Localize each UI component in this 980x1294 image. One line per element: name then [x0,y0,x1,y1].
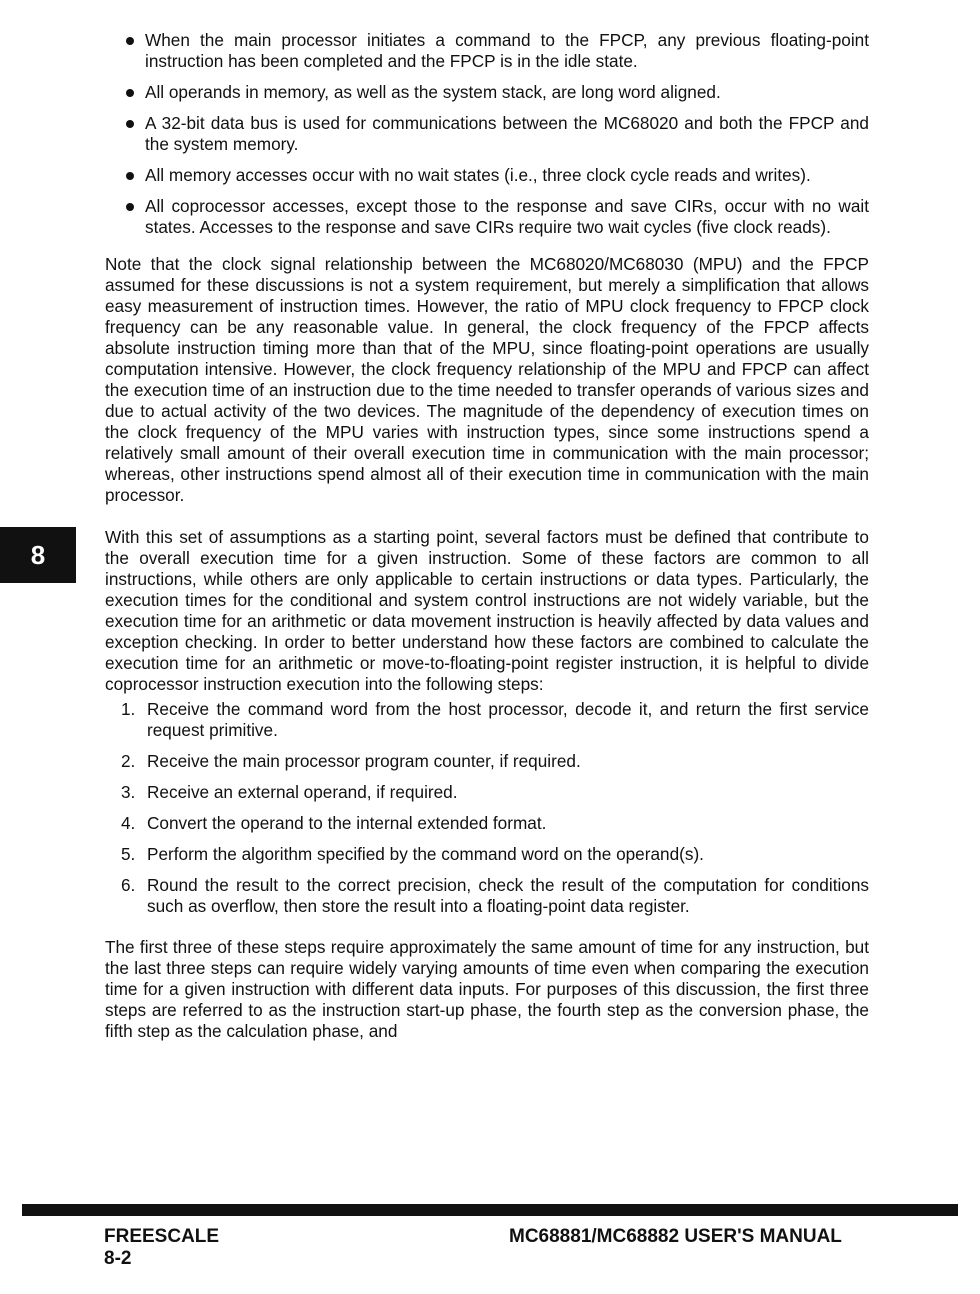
section-tab: 8 [0,527,76,583]
list-item-text: All memory accesses occur with no wait states (i.e., three clock cycle reads and writes). [145,165,811,185]
paragraph-clock-note: Note that the clock signal relationship between the MC68020/MC68030 (MPU) and the FPCP assumed for these discussions is not a system requirement, but merely a simplification that allows easy measurement of instruction times. However, the ratio of MPU clock frequency to FPCP clock frequency can be any reasonable value. In general, the clock frequency of the FPCP affects absolute instruction timing more than that of the MPU, since floating-point operations are usually computation intensive. However, the clock frequency relationship of the MPU and FPCP can affect the execution time of an instruction due to the time needed to transfer operands of various sizes and due to actual activity of the two devices. The magnitude of the dependency of execution times on the clock frequency of the MPU varies with instruction types, since some instructions spend a relatively small amount of their overall execution time in communication with the main processor; whereas, other instructions spend almost all of their execution time in communication with the main processor. [105,254,869,505]
page-number: 8-2 [104,1248,132,1269]
step-text: Perform the algorithm specified by the command word on the operand(s). [147,844,704,864]
step-item [105,782,869,803]
step-item [105,875,869,917]
step-text: Receive the command word from the host processor, decode it, and return the first service request primitive. [147,699,869,740]
paragraph-phases: The first three of these steps require approximately the same amount of time for any instruction, but the last three steps can require widely varying amounts of time even when comparing the execution time for a given instruction with different data inputs. For purposes of this discussion, the first three steps are referred to as the instruction start-up phase, the fourth step as the conversion phase, the fifth step as the calculation phase, and [105,937,869,1041]
execution-steps-list [105,699,869,917]
step-number: 3. [121,782,136,802]
list-item [105,30,869,72]
footer-brand [104,1226,219,1270]
paragraph-assumptions: With this set of assumptions as a starting point, several factors must be defined that contribute to the overall execution time for a given instruction. Some of these factors are common to all instructions, while others are only applicable to certain instructions or data types. Particularly, the execution times for the conditional and system control instructions are not widely variable, but the execution time for an arithmetic or data movement instruction is heavily affected by data values and exception checking. In order to better understand how these factors are combined to calculate the execution time for an arithmetic or move-to-floating-point register instruction, it is helpful to divide coprocessor instruction execution into the following steps: [105,527,869,694]
step-number: 4. [121,813,136,833]
list-item [105,196,869,238]
bullet-icon [126,89,134,97]
step-text: Round the result to the correct precision, check the result of the computation for conditions such as overflow, then store the result into a floating-point data register. [147,875,869,916]
step-item [105,813,869,834]
bullet-icon [126,203,134,211]
step-number: 5. [121,844,136,864]
list-item [105,165,869,186]
step-item [105,844,869,865]
manual-title: MC68881/MC68882 USER'S MANUAL [509,1226,842,1247]
step-item [105,751,869,772]
assumption-list [105,30,869,238]
step-text: Receive an external operand, if required. [147,782,458,802]
step-text: Receive the main processor program counter, if required. [147,751,581,771]
list-item [105,113,869,155]
step-item [105,699,869,741]
page-body [105,30,869,1063]
step-number: 2. [121,751,136,771]
bullet-icon [126,172,134,180]
list-item-text: All operands in memory, as well as the system stack, are long word aligned. [145,82,721,102]
step-number: 6. [121,875,136,895]
footer-rule [22,1204,958,1216]
step-number: 1. [121,699,136,719]
list-item-text: When the main processor initiates a command to the FPCP, any previous floating-point instruction has been completed and the FPCP is in the idle state. [145,30,869,71]
brand-name: FREESCALE [104,1226,220,1247]
bullet-icon [126,120,134,128]
step-text: Convert the operand to the internal extended format. [147,813,547,833]
list-item-text: A 32-bit data bus is used for communications between the MC68020 and both the FPCP and the system memory. [145,113,869,154]
list-item [105,82,869,103]
bullet-icon [126,37,134,45]
list-item-text: All coprocessor accesses, except those to the response and save CIRs, occur with no wait states. Accesses to the response and save CIRs require two wait cycles (five clock reads). [145,196,869,237]
